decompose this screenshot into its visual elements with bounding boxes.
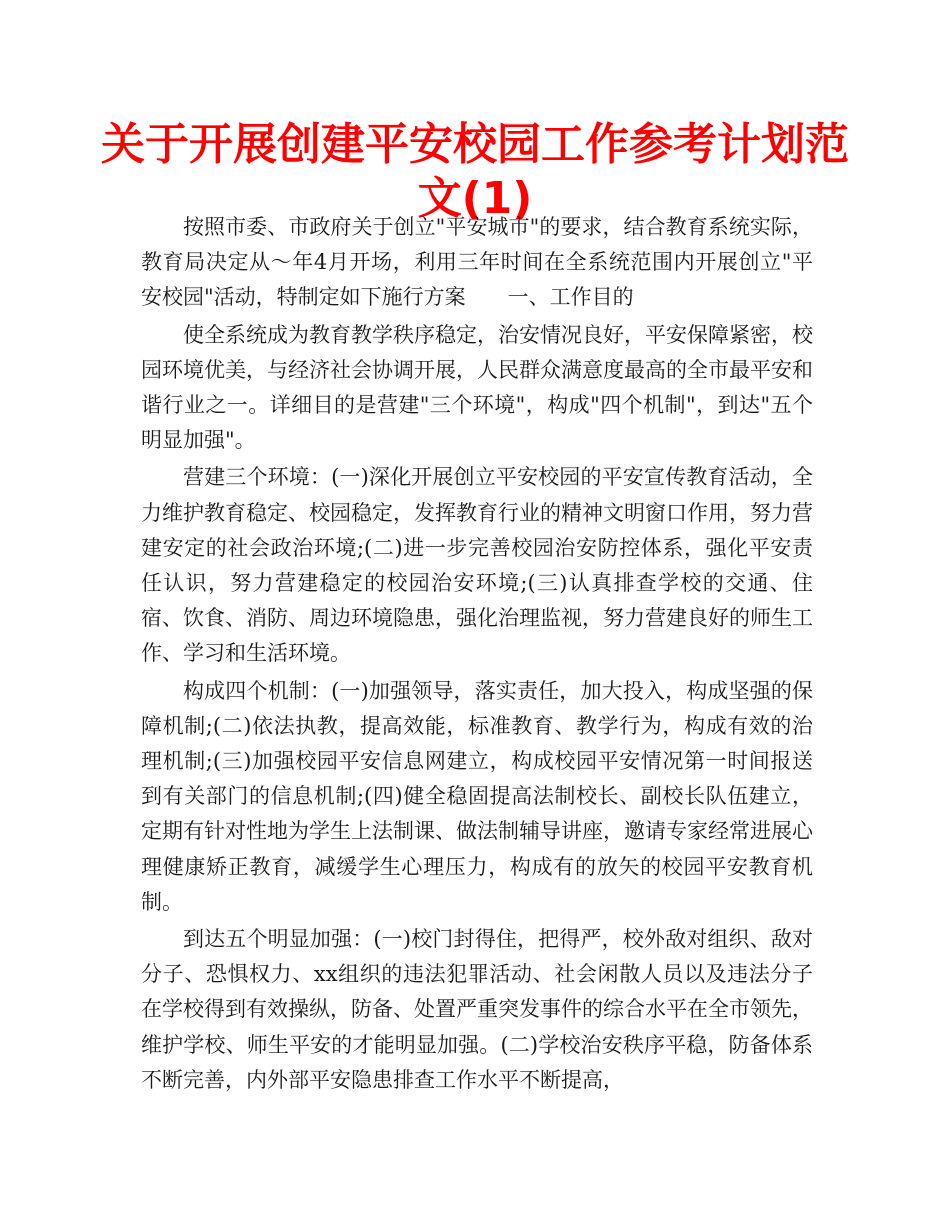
document-title: 关于开展创建平安校园工作参考计划范文(1) bbox=[101, 119, 849, 224]
document-body bbox=[141, 210, 813, 1100]
paragraph-three-environments: 营建三个环境：(一)深化开展创立平安校园的平安宣传教育活动，全力维护教育稳定、校园稳定，发挥教育行业的精神文明窗口作用，努力营建安定的社会政治环境;(二)进一步完善校园治安防控体系，强化平安责任认识，努力营建稳定的校园治安环境;(三)认真排查学校的交通、住宿、饮食、消防、周边环境隐患，强化治理监视，努力营建良好的师生工作、学习和生活环境。 bbox=[141, 465, 813, 666]
paragraph-intro: 按照市委、市政府关于创立"平安城市"的要求，结合教育系统实际，教育局决定从～年4月开场，利用三年时间在全系统范围内开展创立"平安校园"活动，特制定如下施行方案 一、工作目的 bbox=[141, 215, 813, 310]
paragraph-four-mechanisms: 构成四个机制：(一)加强领导，落实责任，加大投入，构成坚强的保障机制;(二)依法执教，提高效能，标准教育、教学行为，构成有效的治理机制;(三)加强校园平安信息网建立，构成校园平安情况第一时间报送到有关部门的信息机制;(四)健全稳固提高法制校长、副校长队伍建立，定期有针对性地为学生上法制课、做法制辅导讲座，邀请专家经常进展心理健康矫正教育，减缓学生心理压力，构成有的放矢的校园平安教育机制。 bbox=[141, 678, 813, 914]
paragraph-goals: 使全系统成为教育教学秩序稳定，治安情况良好，平安保障紧密，校园环境优美，与经济社会协调开展，人民群众满意度最高的全市最平安和谐行业之一。详细目的是营建"三个环境"，构成"四个机制"，到达"五个明显加强"。 bbox=[141, 322, 813, 453]
paragraph-five-enhancements: 到达五个明显加强：(一)校门封得住，把得严，校外敌对组织、敌对分子、恐惧权力、xx组织的违法犯罪活动、社会闲散人员以及违法分子在学校得到有效操纵，防备、处置严重突发事件的综合水平在全市领先，维护学校、师生平安的才能明显加强。(二)学校治安秩序平稳，防备体系不断完善，内外部平安隐患排查工作水平不断提高， bbox=[141, 927, 813, 1092]
